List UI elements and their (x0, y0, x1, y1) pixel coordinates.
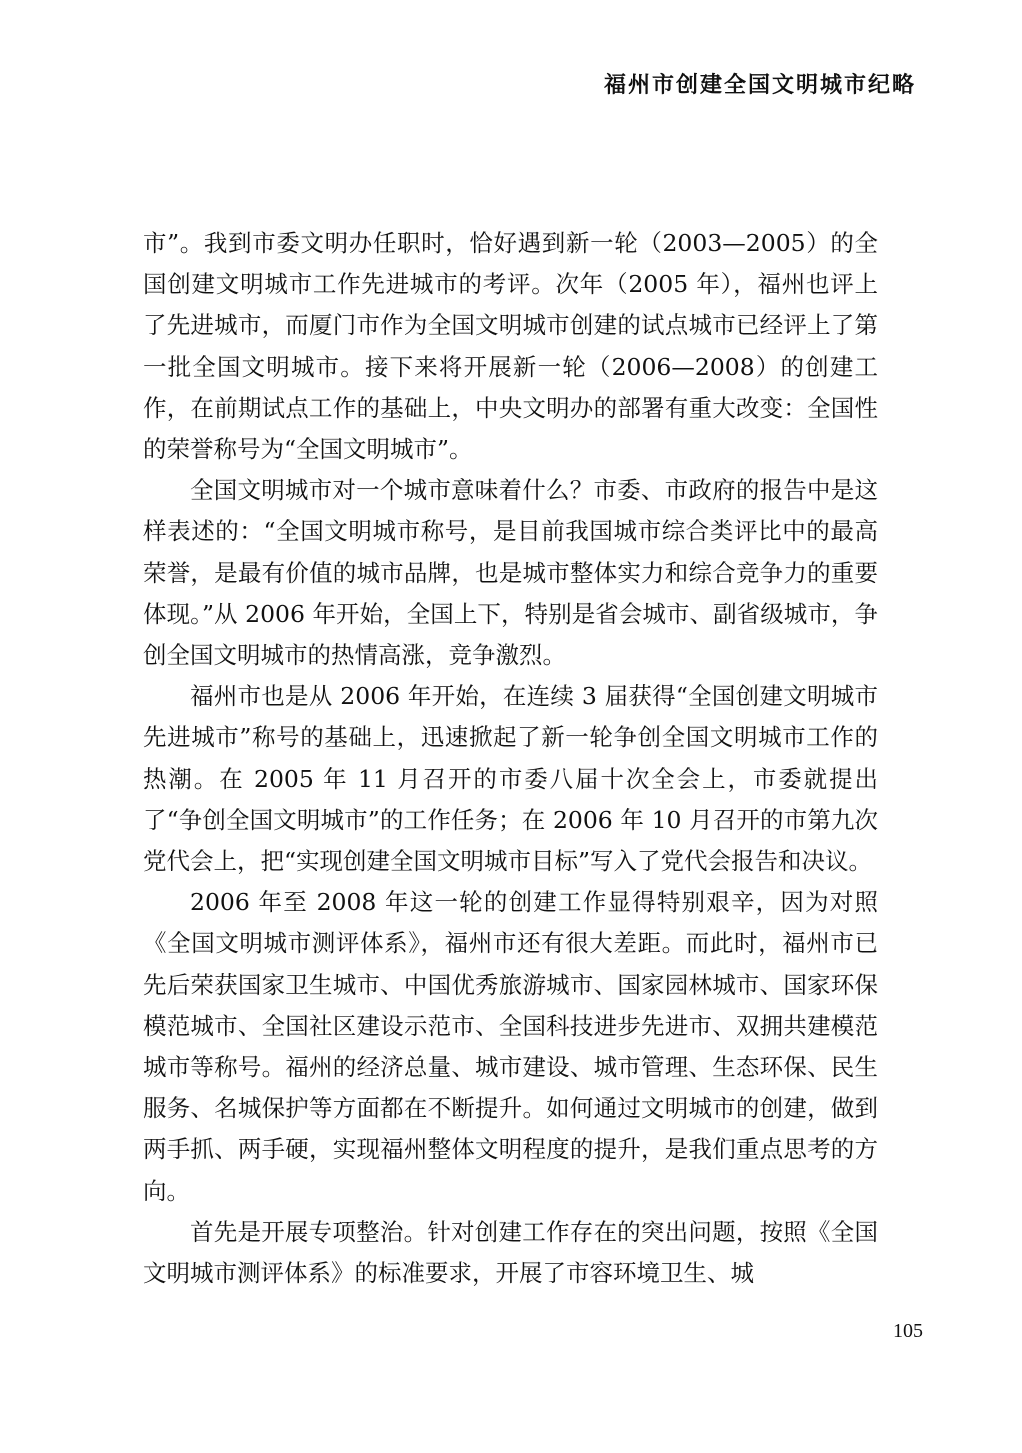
page-body (143, 223, 878, 1294)
page-number: 105 (893, 1320, 923, 1342)
paragraph: 首先是开展专项整治。针对创建工作存在的突出问题，按照《全国文明城市测评体系》的标准要求，开展了市容环境卫生、城 (143, 1217, 878, 1288)
running-header: 福州市创建全国文明城市纪略 (603, 72, 916, 98)
paragraph: 市”。我到市委文明办任职时，恰好遇到新一轮（2003—2005）的全国创建文明城市工作先进城市的考评。次年（2005 年），福州也评上了先进城市，而厦门市作为全国文明城市创建的试点城市已经评上了第一批全国文明城市。接下来将开展新一轮（2006—2008）的创建工作，在前期试点工作的基础上，中央文明办的部署有重大改变：全国性的荣誉称号为“全国文明城市”。 (143, 229, 878, 464)
paragraph: 全国文明城市对一个城市意味着什么？市委、市政府的报告中是这样表述的：“全国文明城市称号，是目前我国城市综合类评比中的最高荣誉，是最有价值的城市品牌，也是城市整体实力和综合竞争力的重要体现。”从 2006 年开始，全国上下，特别是省会城市、副省级城市，争创全国文明城市的热情高涨，竞争激烈。 (143, 476, 878, 670)
paragraph: 福州市也是从 2006 年开始，在连续 3 届获得“全国创建文明城市先进城市”称号的基础上，迅速掀起了新一轮争创全国文明城市工作的热潮。在 2005 年 11 月召开的市委八届十次全会上，市委就提出了“争创全国文明城市”的工作任务；在 2006 年 10 月召开的市第九次党代会上，把“实现创建全国文明城市目标”写入了党代会报告和决议。 (143, 682, 878, 876)
paragraph: 2006 年至 2008 年这一轮的创建工作显得特别艰辛，因为对照《全国文明城市测评体系》，福州市还有很大差距。而此时，福州市已先后荣获国家卫生城市、中国优秀旅游城市、国家园林城市、国家环保模范城市、全国社区建设示范市、全国科技进步先进市、双拥共建模范城市等称号。福州的经济总量、城市建设、城市管理、生态环保、民生服务、名城保护等方面都在不断提升。如何通过文明城市的创建，做到两手抓、两手硬，实现福州整体文明程度的提升，是我们重点思考的方向。 (143, 888, 878, 1205)
